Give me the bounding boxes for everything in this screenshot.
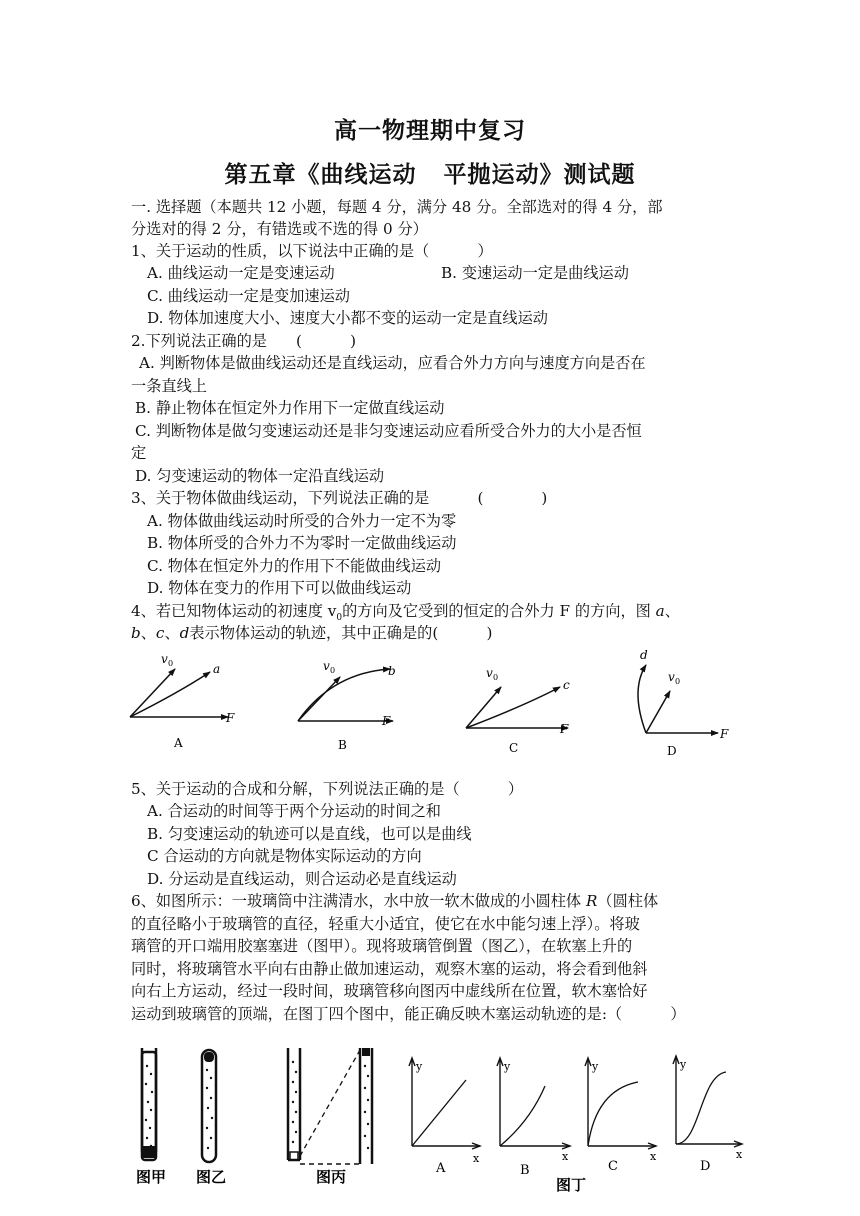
q5-option-c: C 合运动的方向就是物体实际运动的方向 xyxy=(147,847,422,865)
instructions-line-2: 分选对的得 2 分，有错选或不选的得 0 分） xyxy=(131,220,428,238)
q4-fig-d-curve-label: d xyxy=(640,648,648,662)
q3-option-a: A. 物体做曲线运动时所受的合外力一定不为零 xyxy=(147,512,457,530)
q4-fig-d-v-sub: 0 xyxy=(675,677,681,686)
q5-option-d: D. 分运动是直线运动，则合运动必是直线运动 xyxy=(147,870,457,888)
page-subtitle: 第五章《曲线运动 平抛运动》测试题 xyxy=(224,161,636,188)
q4-fig-b-curve-label: b xyxy=(388,664,396,678)
graph-a-y-label: y xyxy=(416,1060,423,1073)
q4-text-end: 、 xyxy=(664,602,680,620)
q1-option-b: B. 变速运动一定是曲线运动 xyxy=(441,264,629,282)
q6-label-r: R xyxy=(585,892,598,910)
q4-fig-b-caption: B xyxy=(338,738,347,752)
graph-a-caption: A xyxy=(436,1161,446,1176)
graph-b-x-label: x xyxy=(562,1150,569,1163)
q4-v-subscript: 0 xyxy=(336,613,343,624)
q4-label-b: b xyxy=(131,624,141,642)
graph-d-x-label: x xyxy=(736,1148,743,1161)
q6-stem-line-3: 璃管的开口端用胶塞塞进（图甲）。现将玻璃管倒置（图乙），在软塞上升的 xyxy=(131,937,633,955)
fig-bing-label: 图丙 xyxy=(316,1168,347,1186)
q2-option-a-line-2: 一条直线上 xyxy=(131,377,207,395)
q4-fig-c-curve-label: c xyxy=(563,678,570,692)
q4-fig-c-caption: C xyxy=(509,741,519,755)
q4-fig-c-v-sub: 0 xyxy=(493,673,499,682)
q4-stem-line-2 xyxy=(131,622,493,644)
graph-a-x-label: x xyxy=(473,1152,480,1165)
fig-ding-label: 图丁 xyxy=(556,1176,587,1194)
q3-option-b: B. 物体所受的合外力不为零时一定做曲线运动 xyxy=(147,534,457,552)
q4-label-d: d xyxy=(179,624,190,642)
q4-trajectory-figures xyxy=(118,645,748,760)
graph-b-y-label: y xyxy=(504,1060,511,1073)
q4-sep-1: 、 xyxy=(140,624,156,642)
q4-fig-c-f-label: F xyxy=(560,722,569,736)
q4-label-a: a xyxy=(655,602,665,620)
q3-option-d: D. 物体在变力的作用下可以做曲线运动 xyxy=(147,579,412,597)
graph-b-caption: B xyxy=(520,1163,530,1178)
q5-option-a: A. 合运动的时间等于两个分运动的时间之和 xyxy=(147,802,441,820)
q6-tube-figures xyxy=(128,1040,398,1190)
q4-fig-b-v-sub: 0 xyxy=(330,666,336,675)
graph-d-caption: D xyxy=(700,1159,711,1174)
graph-d xyxy=(673,1056,743,1174)
q1-stem: 1、关于运动的性质，以下说法中正确的是（ ） xyxy=(131,242,493,260)
q2-option-d: D. 匀变速运动的物体一定沿直线运动 xyxy=(135,467,385,485)
q4-fig-d-v-label: v xyxy=(668,670,675,684)
q4-label-c: c xyxy=(155,624,165,642)
q2-option-b: B. 静止物体在恒定外力作用下一定做直线运动 xyxy=(135,399,445,417)
q4-text-post: 表示物体运动的轨迹，其中正确是的( ) xyxy=(189,624,493,642)
q3-stem: 3、关于物体做曲线运动，下列说法正确的是 ( ) xyxy=(131,489,548,507)
q4-figure-c xyxy=(466,666,570,755)
q4-text-mid: 的方向及它受到的恒定的合外力 F 的方向，图 xyxy=(342,602,656,620)
fig-jia-label: 图甲 xyxy=(136,1168,167,1186)
q1-option-a: A. 曲线运动一定是变速运动 xyxy=(147,264,335,282)
q2-option-c-line-2: 定 xyxy=(131,444,147,462)
q4-fig-c-v-label: v xyxy=(486,666,493,680)
graph-c xyxy=(585,1058,657,1174)
q6-stem-line-4: 同时，将玻璃管水平向右由静止做加速运动，观察木塞的运动，将会看到他斜 xyxy=(131,960,648,978)
q6-graph-figures xyxy=(400,1046,750,1196)
q2-option-c-line-1: C. 判断物体是做匀变速运动还是非匀变速运动应看所受合外力的大小是否恒 xyxy=(135,422,642,440)
q1-option-c: C. 曲线运动一定是变加速运动 xyxy=(147,287,350,305)
graph-a xyxy=(409,1058,480,1176)
graph-c-y-label: y xyxy=(592,1060,599,1073)
tube-jia xyxy=(136,1048,166,1186)
q1-option-d: D. 物体加速度大小、速度大小都不变的运动一定是直线运动 xyxy=(147,309,548,327)
graph-b xyxy=(497,1058,570,1178)
q4-fig-a-curve-label: a xyxy=(213,662,221,676)
q6-text-pre: 6、如图所示：一玻璃筒中注满清水，水中放一软木做成的小圆柱体 xyxy=(131,892,586,910)
graph-c-x-label: x xyxy=(650,1150,657,1163)
tube-yi xyxy=(196,1050,226,1186)
page-title: 高一物理期中复习 xyxy=(334,117,526,144)
q4-fig-a-v-sub: 0 xyxy=(168,659,174,668)
q2-option-a-line-1: A. 判断物体是做曲线运动还是直线运动，应看合外力方向与速度方向是否在 xyxy=(139,354,646,372)
q6-stem-line-1 xyxy=(131,890,658,912)
q4-fig-a-caption: A xyxy=(174,736,183,750)
graph-c-caption: C xyxy=(608,1159,618,1174)
tube-bing xyxy=(288,1048,372,1186)
q4-sep-2: 、 xyxy=(164,624,180,642)
q2-stem: 2.下列说法正确的是 ( ) xyxy=(131,332,357,350)
q4-fig-d-f-label: F xyxy=(720,727,729,741)
q4-figure-a xyxy=(130,652,235,750)
q6-stem-line-5: 向右上方运动，经过一段时间，玻璃管移向图丙中虚线所在位置，软木塞恰好 xyxy=(131,982,648,1000)
q4-fig-b-f-label: F xyxy=(382,714,391,728)
q4-fig-a-v-label: v xyxy=(161,652,168,666)
q4-fig-b-v-label: v xyxy=(323,659,330,673)
q4-figure-b xyxy=(298,659,396,752)
q3-option-c: C. 物体在恒定外力的作用下不能做曲线运动 xyxy=(147,557,442,575)
q6-stem-line-6: 运动到玻璃管的顶端，在图丁四个图中，能正确反映木塞运动轨迹的是:（ ） xyxy=(131,1005,686,1023)
q4-fig-a-f-label: F xyxy=(226,711,235,725)
q6-text-post: （圆柱体 xyxy=(597,892,659,910)
q6-stem-line-2: 的直径略小于玻璃管的直径，轻重大小适宜，使它在水中能匀速上浮）。将玻 xyxy=(131,915,640,933)
instructions-line-1: 一. 选择题（本题共 12 小题，每题 4 分，满分 48 分。全部选对的得 4 分，部 xyxy=(131,198,663,216)
q4-figure-d xyxy=(638,648,729,758)
q5-stem: 5、关于运动的合成和分解，下列说法正确的是（ ） xyxy=(131,780,524,798)
q4-fig-d-caption: D xyxy=(667,744,677,758)
q5-option-b: B. 匀变速运动的轨迹可以是直线，也可以是曲线 xyxy=(147,825,472,843)
graph-d-y-label: y xyxy=(680,1058,687,1071)
q4-text-pre: 4、若已知物体运动的初速度 v xyxy=(131,602,337,620)
fig-yi-label: 图乙 xyxy=(196,1168,227,1186)
